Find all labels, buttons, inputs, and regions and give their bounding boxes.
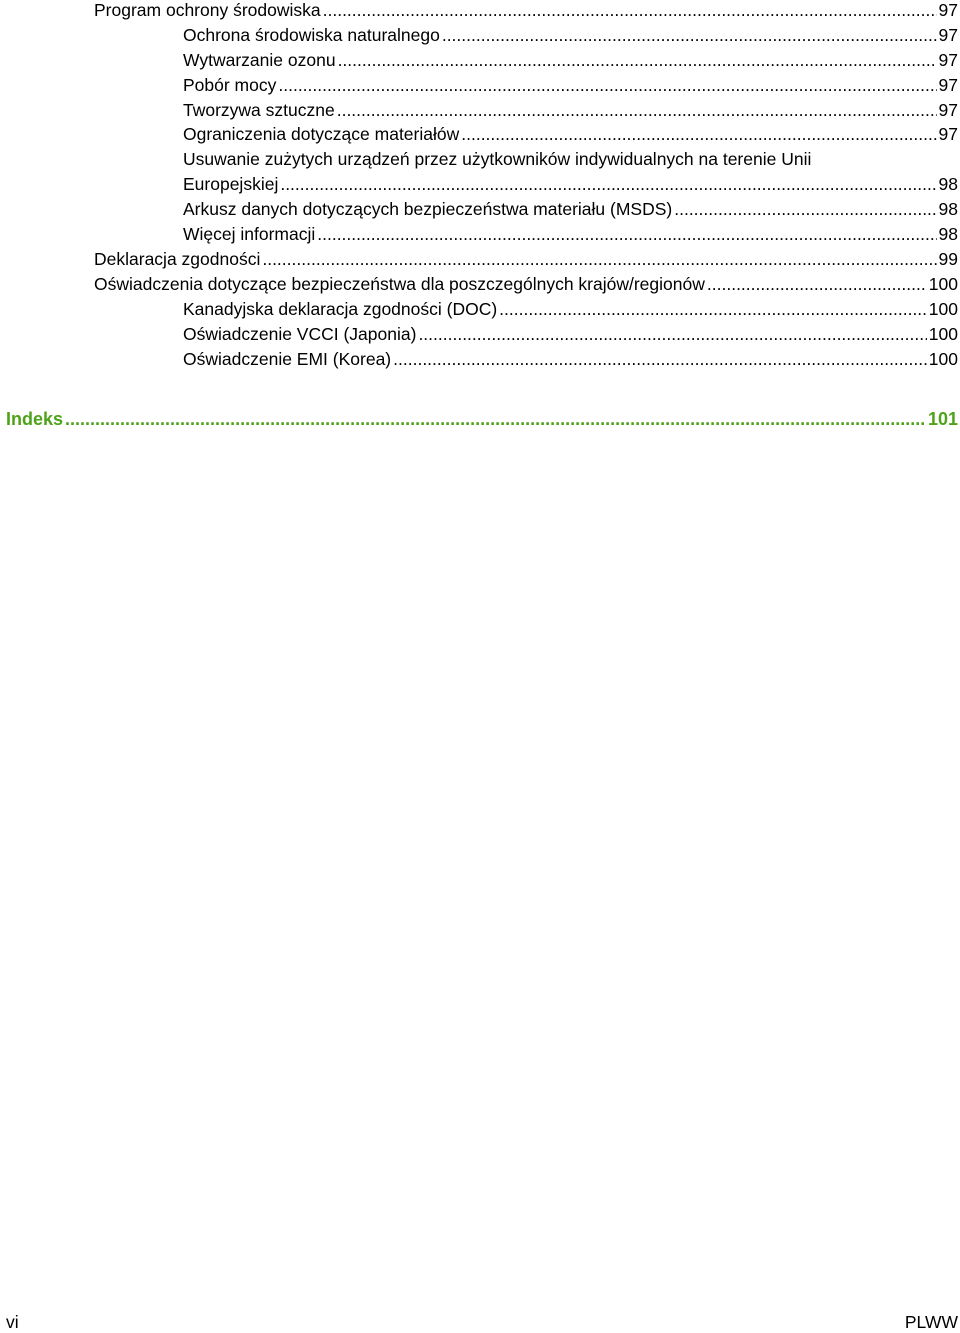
toc-entry[interactable] — [94, 247, 958, 272]
toc-leader-dots — [393, 347, 927, 372]
toc-entry-title: Ochrona środowiska naturalnego — [183, 25, 440, 45]
toc-entry-page: 97 — [937, 23, 958, 48]
footer-label: PLWW — [904, 1312, 958, 1332]
toc-entry[interactable] — [94, 0, 958, 23]
toc-leader-dots — [418, 322, 926, 347]
footer-page-number: vi — [6, 1312, 19, 1332]
toc-entry-page: 98 — [937, 172, 958, 197]
toc-leader-dots — [65, 406, 926, 432]
toc-leader-dots — [337, 98, 937, 123]
toc-leader-dots — [317, 222, 936, 247]
toc-entry-title: Usuwanie zużytych urządzeń przez użytkowników indywidualnych na terenie Unii — [183, 149, 812, 169]
toc-entry-page: 98 — [937, 197, 958, 222]
toc-entry-page: 97 — [937, 73, 958, 98]
toc-entry-index[interactable] — [6, 406, 958, 432]
toc-leader-dots — [323, 0, 937, 23]
toc-leader-dots — [280, 172, 936, 197]
toc-leader-dots — [278, 73, 936, 98]
toc-entry-title: Pobór mocy — [183, 75, 277, 95]
toc-leader-dots — [674, 197, 936, 222]
toc-entry[interactable] — [94, 272, 958, 297]
toc-entry[interactable] — [183, 73, 958, 98]
toc-entry-page: 98 — [937, 222, 958, 247]
toc-entry-title: Arkusz danych dotyczących bezpieczeństwa materiału (MSDS) — [183, 199, 673, 219]
toc-entry[interactable] — [183, 23, 958, 48]
toc-entry-page: 97 — [937, 48, 958, 73]
toc-entry-title: Oświadczenia dotyczące bezpieczeństwa dla poszczególnych krajów/regionów — [94, 274, 705, 294]
toc-entry[interactable] — [183, 322, 958, 347]
toc-entry-title: Więcej informacji — [183, 224, 316, 244]
toc-leader-dots — [338, 48, 937, 73]
toc-entry-title-wrapped[interactable] — [183, 147, 958, 172]
toc-entry-title-continuation: Europejskiej — [183, 174, 279, 194]
toc-entry-title: Ograniczenia dotyczące materiałów — [183, 124, 460, 144]
toc-entry-title: Wytwarzanie ozonu — [183, 50, 336, 70]
toc-leader-dots — [442, 23, 937, 48]
toc-entry[interactable] — [183, 122, 958, 147]
toc-entry-title: Indeks — [6, 409, 64, 429]
toc-leader-dots — [707, 272, 927, 297]
toc-entry-page: 97 — [937, 98, 958, 123]
toc-entry[interactable] — [183, 98, 958, 123]
toc-entry-title: Tworzywa sztuczne — [183, 100, 335, 120]
toc-entry[interactable] — [183, 222, 958, 247]
toc-entry-page: 97 — [937, 122, 958, 147]
toc-entry-title: Kanadyjska deklaracja zgodności (DOC) — [183, 299, 498, 319]
toc-entry[interactable] — [183, 172, 958, 197]
toc-leader-dots — [262, 247, 936, 272]
toc-entry[interactable] — [183, 347, 958, 372]
toc-entry-page: 100 — [927, 322, 958, 347]
toc-entry-page: 100 — [927, 272, 958, 297]
toc-entry-title: Program ochrony środowiska — [94, 0, 321, 20]
toc-entry-title: Oświadczenie EMI (Korea) — [183, 349, 392, 369]
toc-leader-dots — [461, 122, 936, 147]
toc-entry-page: 100 — [927, 347, 958, 372]
toc-entry-title: Deklaracja zgodności — [94, 249, 261, 269]
toc-entry-page: 100 — [927, 297, 958, 322]
toc-entry[interactable] — [183, 48, 958, 73]
toc-leader-dots — [499, 297, 927, 322]
toc-entry-title: Oświadczenie VCCI (Japonia) — [183, 324, 417, 344]
toc-entry[interactable] — [183, 197, 958, 222]
toc-entry-page: 101 — [926, 406, 958, 432]
toc-entry[interactable] — [183, 297, 958, 322]
toc-entry-page: 99 — [937, 247, 958, 272]
toc-entry-page: 97 — [937, 0, 958, 23]
